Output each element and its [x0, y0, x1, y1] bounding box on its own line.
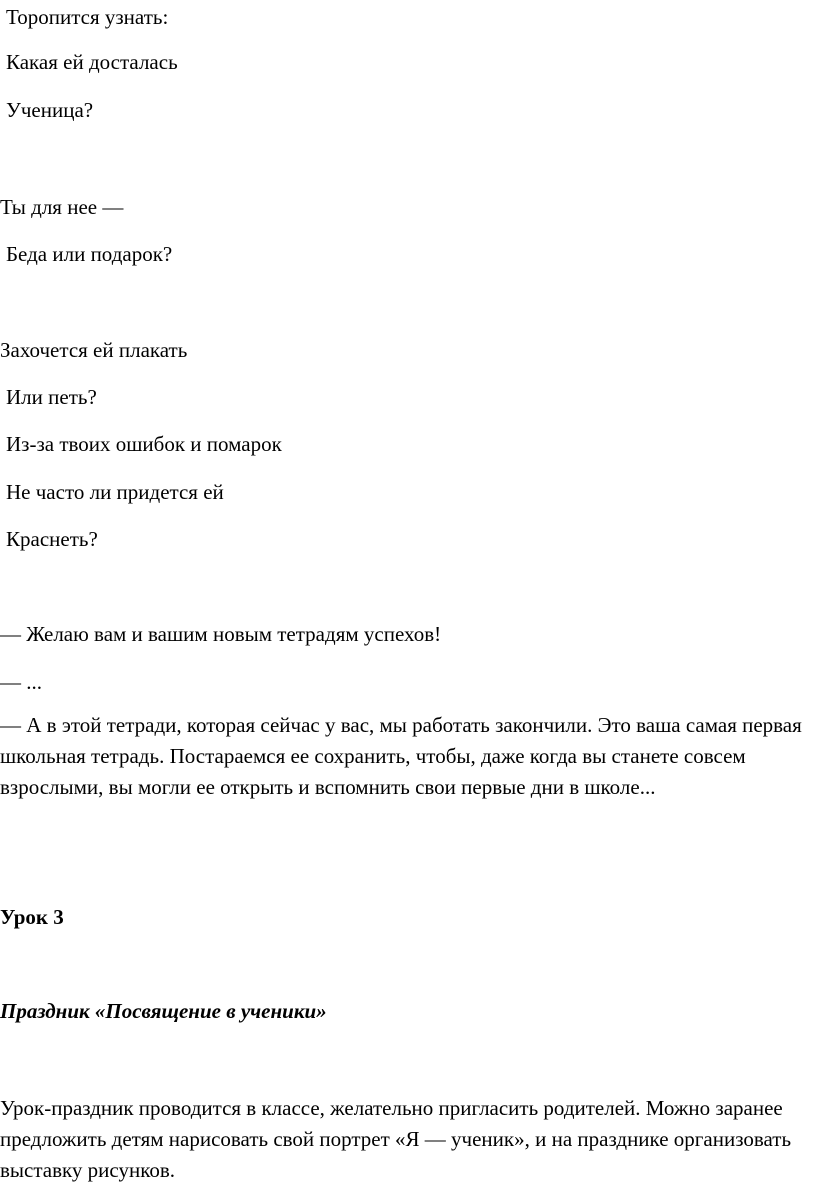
poem-line: Какая ей досталась — [6, 50, 178, 74]
dialogue-paragraph: — А в этой тетради, которая сейчас у вас, мы работать закончили. Это ваша самая первая школьная тетрадь. Постараемся ее сохранить, чтобы, даже когда вы станете совсем взрослыми, вы могли ее открыть и вспомнить свои первые дни в школе... — [0, 713, 802, 799]
lesson-heading: Урок 3 — [0, 905, 64, 929]
poem-line: Не часто ли придется ей — [6, 480, 224, 504]
lesson-title: Праздник «Посвящение в ученики» — [0, 999, 327, 1023]
dialogue-line: — Желаю вам и вашим новым тетрадям успехов! — [0, 622, 442, 646]
poem-line: Ученица? — [6, 98, 94, 122]
lesson-intro-paragraph: Урок-праздник проводится в классе, желательно пригласить родителей. Можно заранее предложить детям нарисовать свой портрет «Я — ученик», и на празднике организовать выставку рисунков. — [0, 1096, 792, 1182]
poem-line: Ты для нее — — [0, 195, 124, 219]
poem-line: Беда или подарок? — [6, 242, 173, 266]
poem-line: Торопится узнать: — [6, 5, 169, 29]
poem-line: Из-за твоих ошибок и помарок — [6, 432, 282, 456]
poem-line: Или петь? — [6, 385, 97, 409]
poem-line: Захочется ей плакать — [0, 338, 188, 362]
poem-line: Краснеть? — [6, 527, 98, 551]
dialogue-line: — ... — [0, 670, 42, 694]
